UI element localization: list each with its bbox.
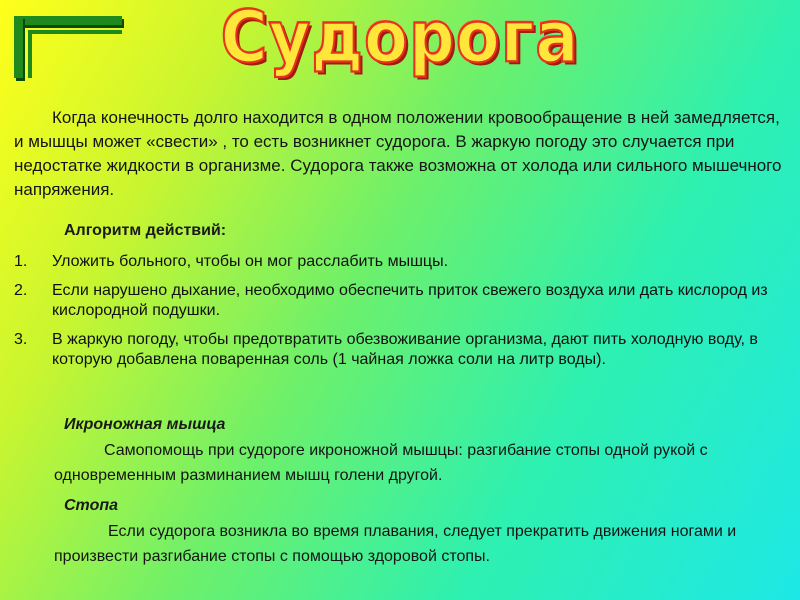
step-number: 1.: [14, 253, 28, 270]
list-item: [14, 252, 789, 272]
algorithm-heading: Алгоритм действий:: [64, 222, 227, 239]
step-text: В жаркую погоду, чтобы предотвратить обезвоживание организма, дают пить холодную воду, в которую добавлена поваренная соль (1 чайная ложка соли на литр воды).: [52, 331, 758, 368]
calf-heading: Икроножная мышца: [64, 416, 226, 433]
step-text: Уложить больного, чтобы он мог расслабить мышцы.: [52, 253, 449, 270]
page-title: Судорога: [220, 0, 580, 80]
step-number: 2.: [14, 282, 28, 299]
foot-paragraph: [54, 519, 794, 569]
foot-heading: Стопа: [64, 497, 119, 514]
foot-text: Если судорога возникла во время плавания, следует прекратить движения ногами и произвести разгибание стопы с помощью здоровой стопы.: [54, 523, 737, 565]
step-number: 3.: [14, 331, 28, 348]
calf-paragraph: [54, 438, 794, 488]
algorithm-steps: [14, 252, 789, 379]
intro-paragraph: [14, 106, 784, 202]
intro-text: Когда конечность долго находится в одном положении кровообращение в ней замедляется, и мышцы может «свести» , то есть возникнет судорога. В жаркую погоду это случается при недостатке жидкости в организме. Судорога также возможна от холода или сильного мышечного напряжения.: [14, 108, 782, 199]
step-text: Если нарушено дыхание, необходимо обеспечить приток свежего воздуха или дать кислород из кислородной подушки.: [52, 282, 768, 319]
list-item: [14, 330, 789, 370]
calf-text: Самопомощь при судороге икроножной мышцы: разгибание стопы одной рукой с одновременным разминанием мышц голени другой.: [54, 442, 708, 484]
list-item: [14, 281, 789, 321]
